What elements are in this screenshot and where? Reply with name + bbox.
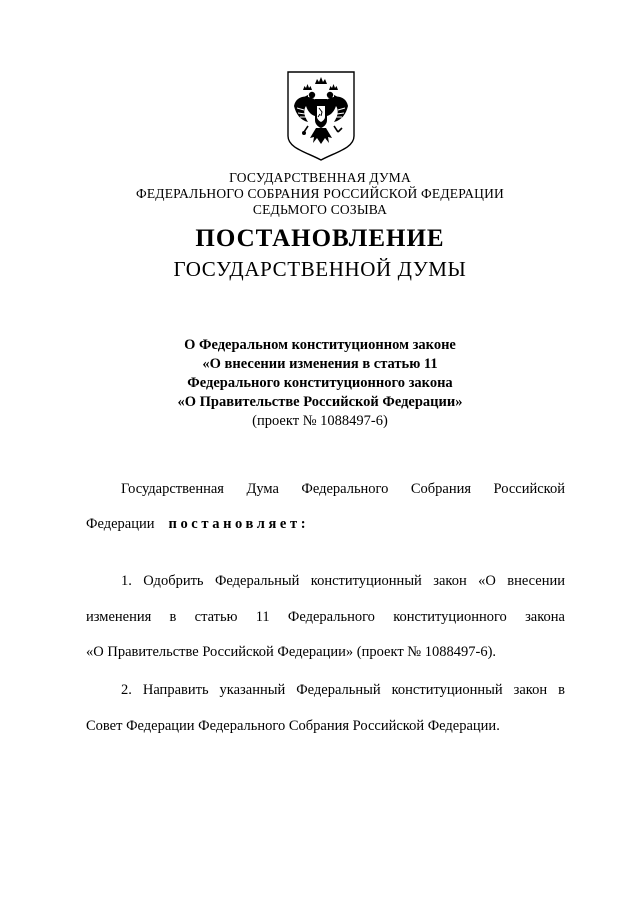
word: 11 [255,609,270,625]
word: закон [513,682,548,698]
item-1-line-1 [121,571,565,591]
word: указанный [219,682,286,698]
resolves-word: постановляет: [168,516,310,532]
document-title: ПОСТАНОВЛЕНИЕ [195,225,445,252]
word: 1. [121,573,132,589]
header-line-2: ФЕДЕРАЛЬНОГО СОБРАНИЯ РОССИЙСКОЙ ФЕДЕРАЦИИ [136,186,504,201]
subject-line-4: «О Правительстве Российской Федерации» [177,394,463,410]
word: статью [194,609,238,625]
word: Государственная [121,481,224,497]
word: конституционный [310,573,422,589]
word: 2. [121,682,132,698]
intro-line-2 [86,514,309,534]
item-2-line-2: Совет Федерации Федерального Собрания Российской Федерации. [86,718,500,734]
word: в [169,609,177,625]
item-2-line-1 [121,680,565,700]
document-subtitle: ГОСУДАРСТВЕННОЙ ДУМЫ [173,257,467,281]
word: закона [525,609,565,625]
word: конституционный [391,682,503,698]
word: «О [478,573,496,589]
subject-draft-number: (проект № 1088497-6) [252,413,388,429]
intro-word: Федерации [86,516,155,532]
word: Одобрить [143,573,204,589]
word: Федеральный [214,573,300,589]
word: Российской [493,481,565,497]
word: Федерального [287,609,375,625]
word: Федерального [301,481,389,497]
coat-of-arms-icon [286,70,356,162]
word: Собрания [410,481,472,497]
word: конституционного [393,609,507,625]
word: Направить [142,682,209,698]
word: внесении [507,573,565,589]
word: в [558,682,565,698]
word: закон [433,573,467,589]
subject-line-1: О Федеральном конституционном законе [184,337,456,353]
word: Федеральный [296,682,381,698]
subject-line-3: Федерального конституционного закона [187,375,453,391]
item-1-line-2 [86,607,565,627]
item-1-line-3: «О Правительстве Российской Федерации» (проект № 1088497-6). [86,644,497,660]
word: изменения [86,609,152,625]
header-line-1: ГОСУДАРСТВЕННАЯ ДУМА [229,170,411,185]
word: Дума [246,481,279,497]
subject-line-2: «О внесении изменения в статью 11 [202,356,438,372]
header-line-3: СЕДЬМОГО СОЗЫВА [252,202,388,217]
intro-line-1 [121,479,565,499]
